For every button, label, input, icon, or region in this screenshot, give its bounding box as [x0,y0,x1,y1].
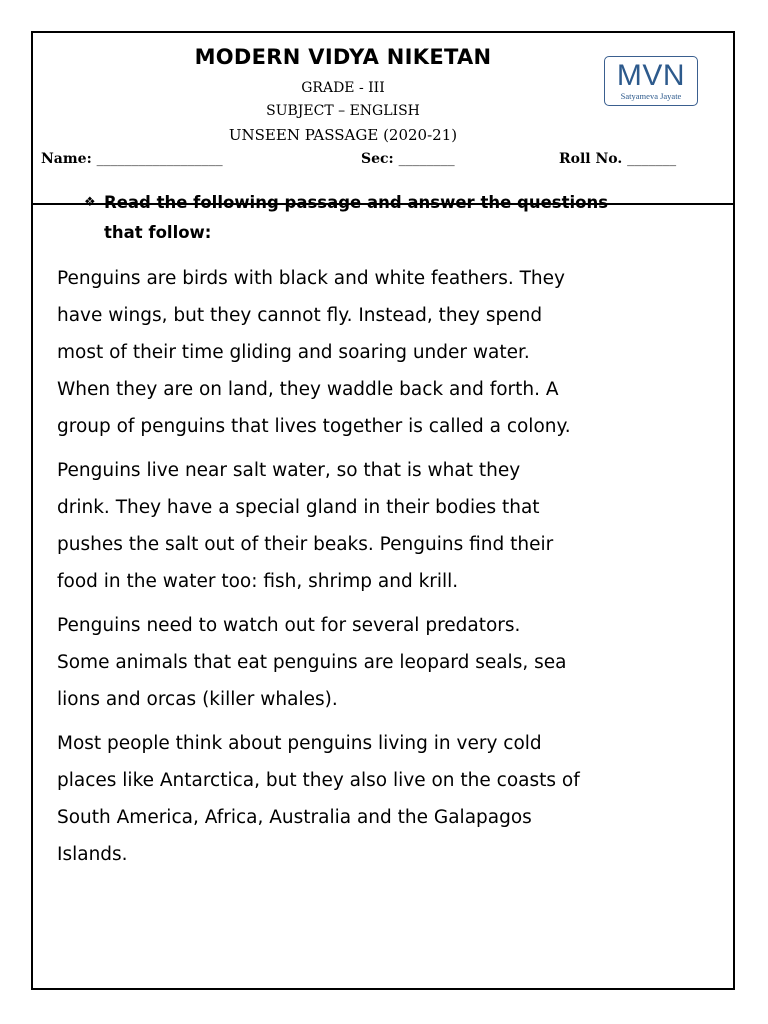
section-field[interactable] [361,151,455,167]
grade-label: GRADE - III [301,80,385,96]
diamond-bullet-icon: ❖ [84,195,96,210]
roll-number-field[interactable] [559,151,676,167]
passage-paragraph: Most people think about penguins living in very cold places like Antarctica, but they also live on the coasts of South America, Africa, Australia and the Galapagos Islands. [57,733,580,865]
passage-paragraph: Penguins are birds with black and white feathers. They have wings, but they cannot fly. Instead, they spend most of their time gliding and soaring under water. When they are on land, they waddle back and forth. A group of penguins that lives together is called a colony. [57,268,571,437]
school-logo [604,56,698,106]
worksheet-header [33,33,733,205]
name-field[interactable] [41,151,223,167]
instruction [84,188,644,248]
section-label: Sec: [361,151,394,167]
school-name: MODERN VIDYA NIKETAN [194,45,492,69]
passage-title: UNSEEN PASSAGE (2020-21) [228,126,458,144]
name-label: Name: [41,151,92,167]
passage-paragraph: Penguins live near salt water, so that is what they drink. They have a special gland in their bodies that pushes the salt out of their beaks. Penguins find their food in the water too: fish, shrimp and krill. [57,460,554,592]
roll-number-label: Roll No. [559,151,623,167]
roll-number-blank[interactable]: _______ [627,151,677,167]
logo-mark: MVN [616,59,686,92]
logo-tagline: Satyameva Jayate [620,91,682,101]
section-blank[interactable]: ________ [398,151,455,167]
subject-label: SUBJECT – ENGLISH [266,103,420,119]
name-blank[interactable]: __________________ [96,151,223,167]
passage-paragraph: Penguins need to watch out for several predators. Some animals that eat penguins are leopard seals, sea lions and orcas (killer whales). [57,615,567,710]
passage-body [57,260,697,880]
instruction-text: Read the following passage and answer the questions that follow: [104,193,609,242]
